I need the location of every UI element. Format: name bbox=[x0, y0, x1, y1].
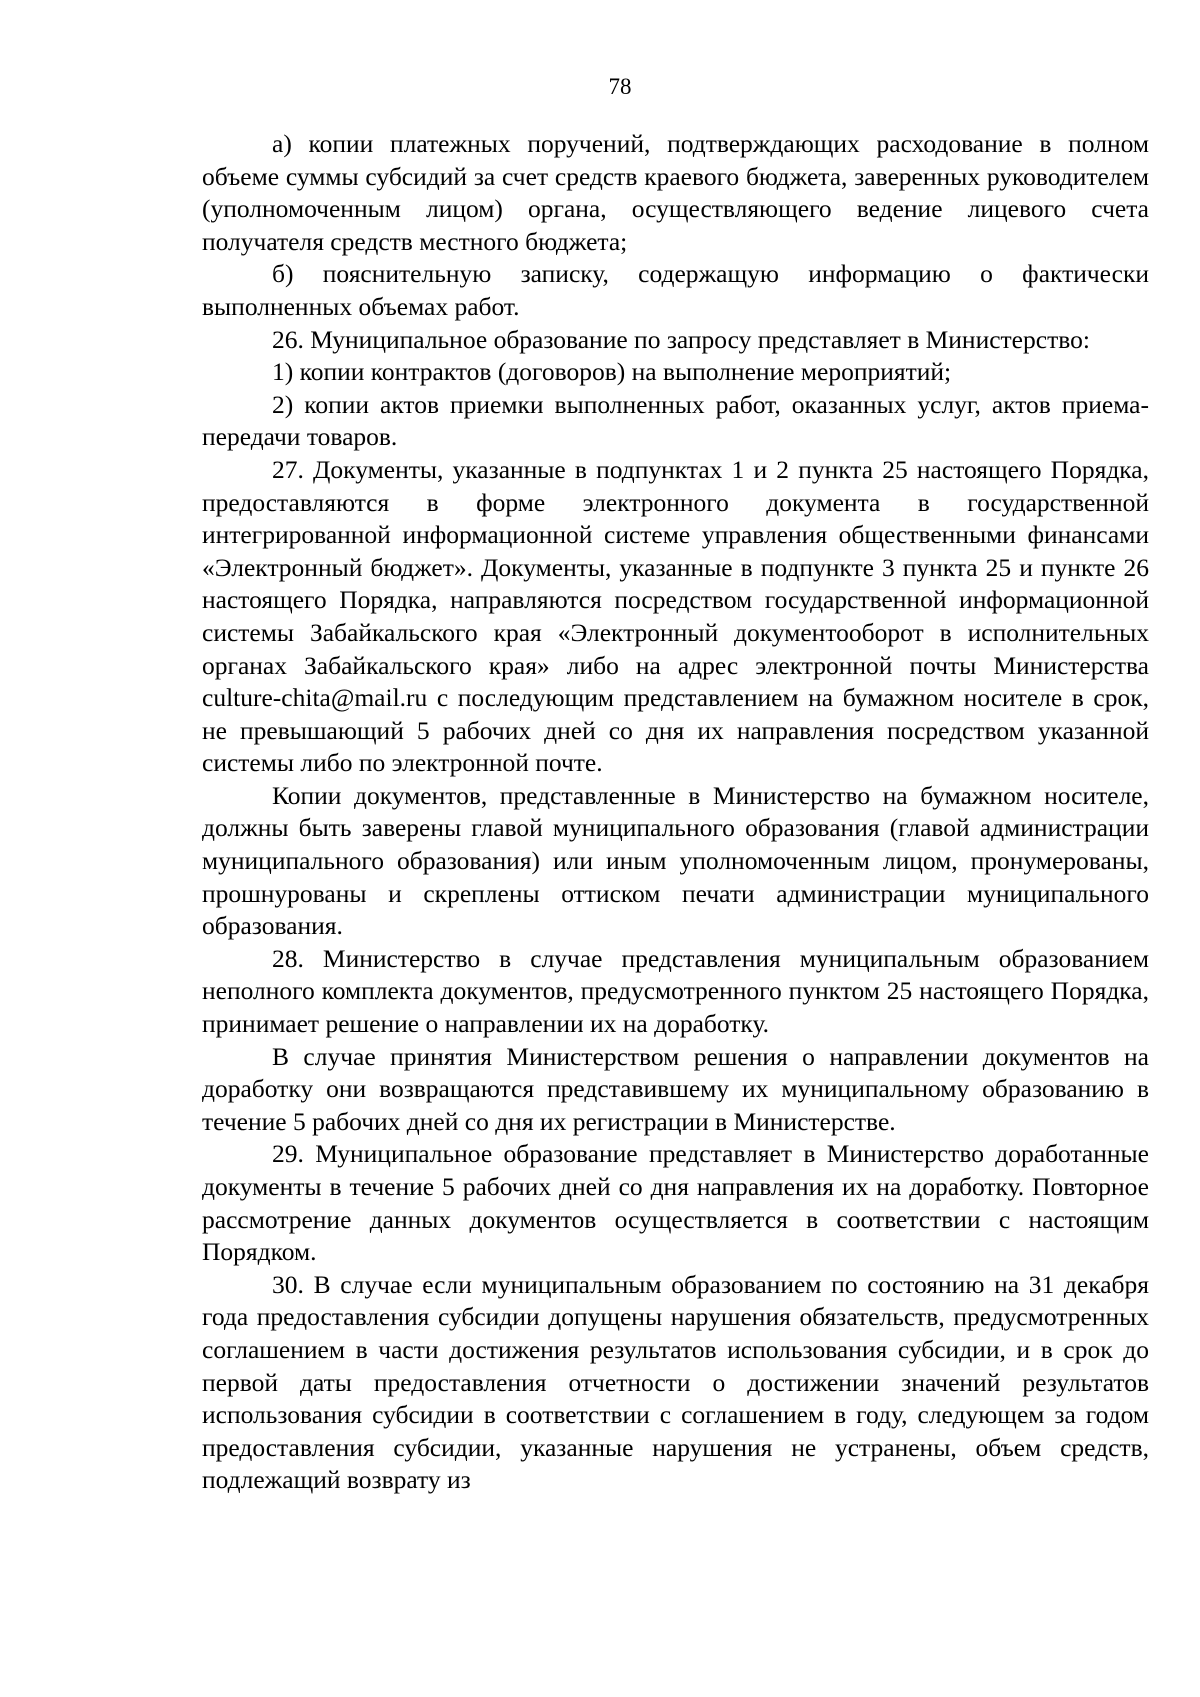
paragraph-29: 29. Муниципальное образование представляет в Министерство доработанные документы в течение 5 рабочих дней со дня направления их на доработку. Повторное рассмотрение данных документов осуществляется в соответствии с настоящим Порядком. bbox=[202, 1139, 1149, 1267]
paragraph-28: 28. Министерство в случае представления муниципальным образованием неполного комплекта документов, предусмотренного пунктом 25 настоящего Порядка, принимает решение о направлении их на доработку. bbox=[202, 943, 1149, 1039]
paragraph-30: 30. В случае если муниципальным образованием по состоянию на 31 декабря года предоставления субсидии допущены нарушения обязательств, предусмотренных соглашением в части достижения результатов использования субсидии, и в срок до первой даты предоставления отчетности о достижении значений результатов использования субсидии в соответствии с соглашением в году, следующем за годом предоставления субсидии, указанные нарушения не устранены, объем средств, подлежащий возврату из bbox=[202, 1269, 1149, 1495]
paragraph-26-item-2: 2) копии актов приемки выполненных работ, оказанных услуг, актов приема-передачи товаров. bbox=[202, 389, 1149, 452]
document-body bbox=[202, 128, 1149, 1497]
page-number: 78 bbox=[608, 74, 632, 99]
paragraph-b-explanatory-note: б) пояснительную записку, содержащую информацию о фактически выполненных объемах работ. bbox=[202, 259, 1149, 321]
paragraph-27-copies: Копии документов, представленные в Министерство на бумажном носителе, должны быть заверены главой муниципального образования (главой администрации муниципального образования) или иным уполномоченным лицом, пронумерованы, прошнурованы и скреплены оттиском печати администрации муниципального образования. bbox=[202, 780, 1149, 941]
paragraph-26: 26. Муниципальное образование по запросу представляет в Министерство: bbox=[272, 324, 1090, 354]
paragraph-26-item-1: 1) копии контрактов (договоров) на выполнение мероприятий; bbox=[272, 357, 952, 387]
paragraph-28-return: В случае принятия Министерством решения о направлении документов на доработку они возвращаются представившему их муниципальному образованию в течение 5 рабочих дней со дня их регистрации в Министерстве. bbox=[202, 1041, 1149, 1136]
paragraph-27: 27. Документы, указанные в подпунктах 1 и 2 пункта 25 настоящего Порядка, предоставляются в форме электронного документа в государственной интегрированной информационной системе управления общественными финансами «Электронный бюджет». Документы, указанные в подпункте 3 пункта 25 и пункте 26 настоящего Порядка, направляются посредством государственной информационной системы Забайкальского края «Электронный документооборот в исполнительных органах Забайкальского края» либо на адрес электронной почты Министерства culture-chita@mail.ru с последующим представлением на бумажном носителе в срок, не превышающий 5 рабочих дней со дня их направления посредством указанной системы либо по электронной почте. bbox=[202, 454, 1149, 778]
paragraph-a-payment-orders: а) копии платежных поручений, подтверждающих расходование в полном объеме суммы субсидий за счет средств краевого бюджета, заверенных руководителем (уполномоченным лицом) органа, осуществляющего ведение лицевого счета получателя средств местного бюджета; bbox=[202, 129, 1149, 256]
